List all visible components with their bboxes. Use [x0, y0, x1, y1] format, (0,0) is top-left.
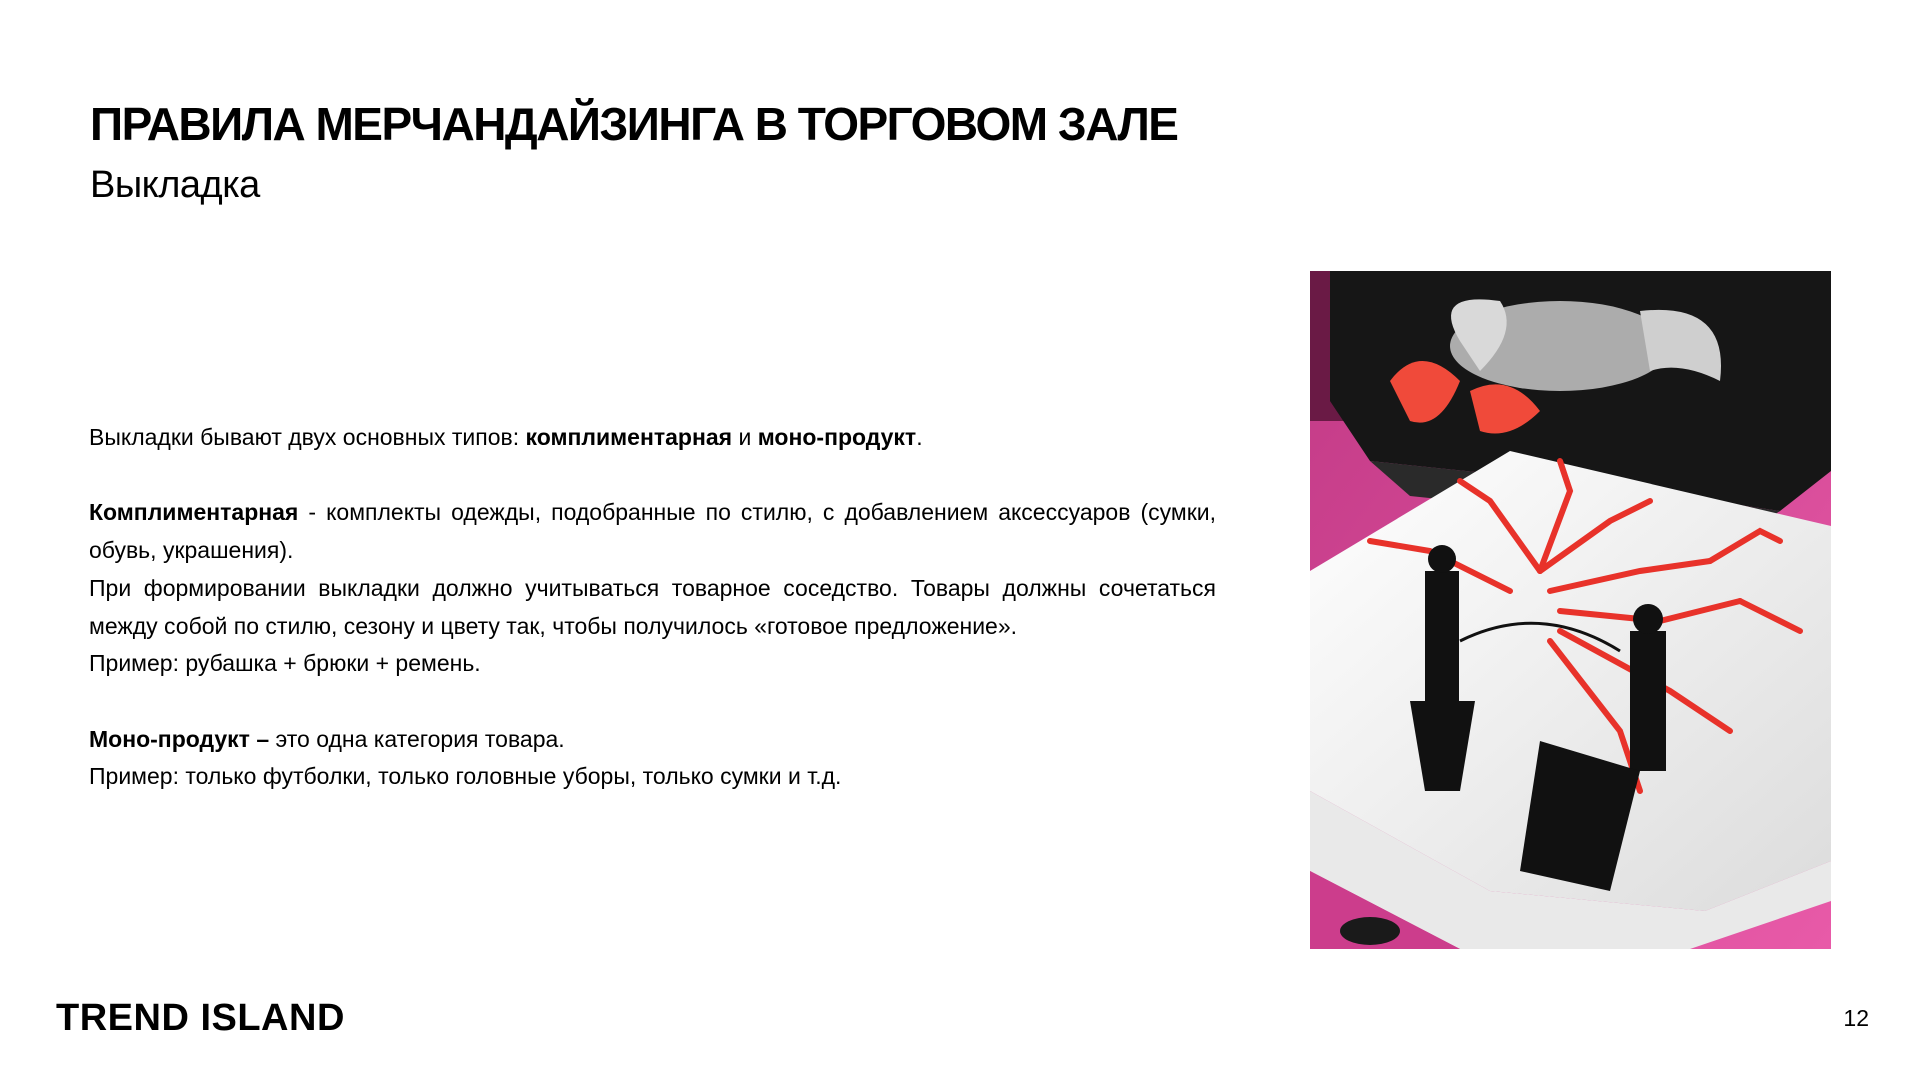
intro-period: .	[916, 424, 923, 450]
intro-term-mono: моно-продукт	[757, 424, 917, 450]
intro-term-complementary: комплиментарная	[525, 424, 733, 450]
page-number: 12	[1843, 1005, 1869, 1031]
slide-body	[89, 419, 1216, 796]
slide-subtitle: Выкладка	[90, 164, 260, 206]
complementary-term: Комплиментарная	[89, 499, 299, 526]
intro-text: Выкладки бывают двух основных типов:	[89, 424, 526, 450]
tshirt-display-photo	[1310, 271, 1831, 949]
complementary-definition-text: - комплекты одежды, подобранные по стилю, с добавлением аксессуаров (сумки, обувь, украшения).	[89, 499, 1216, 564]
complementary-example: Пример: рубашка + брюки + ремень.	[89, 650, 481, 677]
mono-definition-text: это одна категория товара.	[269, 725, 565, 752]
intro-paragraph	[89, 419, 1216, 457]
mono-term: Моно-продукт –	[89, 725, 270, 752]
slide-title: ПРАВИЛА МЕРЧАНДАЙЗИНГА В ТОРГОВОМ ЗАЛЕ	[90, 98, 1178, 150]
complementary-definition	[89, 494, 1216, 569]
intro-conjunction: и	[732, 424, 758, 450]
complementary-rule: При формировании выкладки должно учитываться товарное соседство. Товары должны сочетаться между собой по стилю, сезону и цвету так, чтобы получилось «готовое предложение».	[89, 574, 1216, 639]
brand-logo: TREND ISLAND	[56, 997, 345, 1039]
mono-definition	[89, 721, 1216, 759]
mono-example: Пример: только футболки, только головные уборы, только сумки и т.д.	[89, 763, 842, 790]
